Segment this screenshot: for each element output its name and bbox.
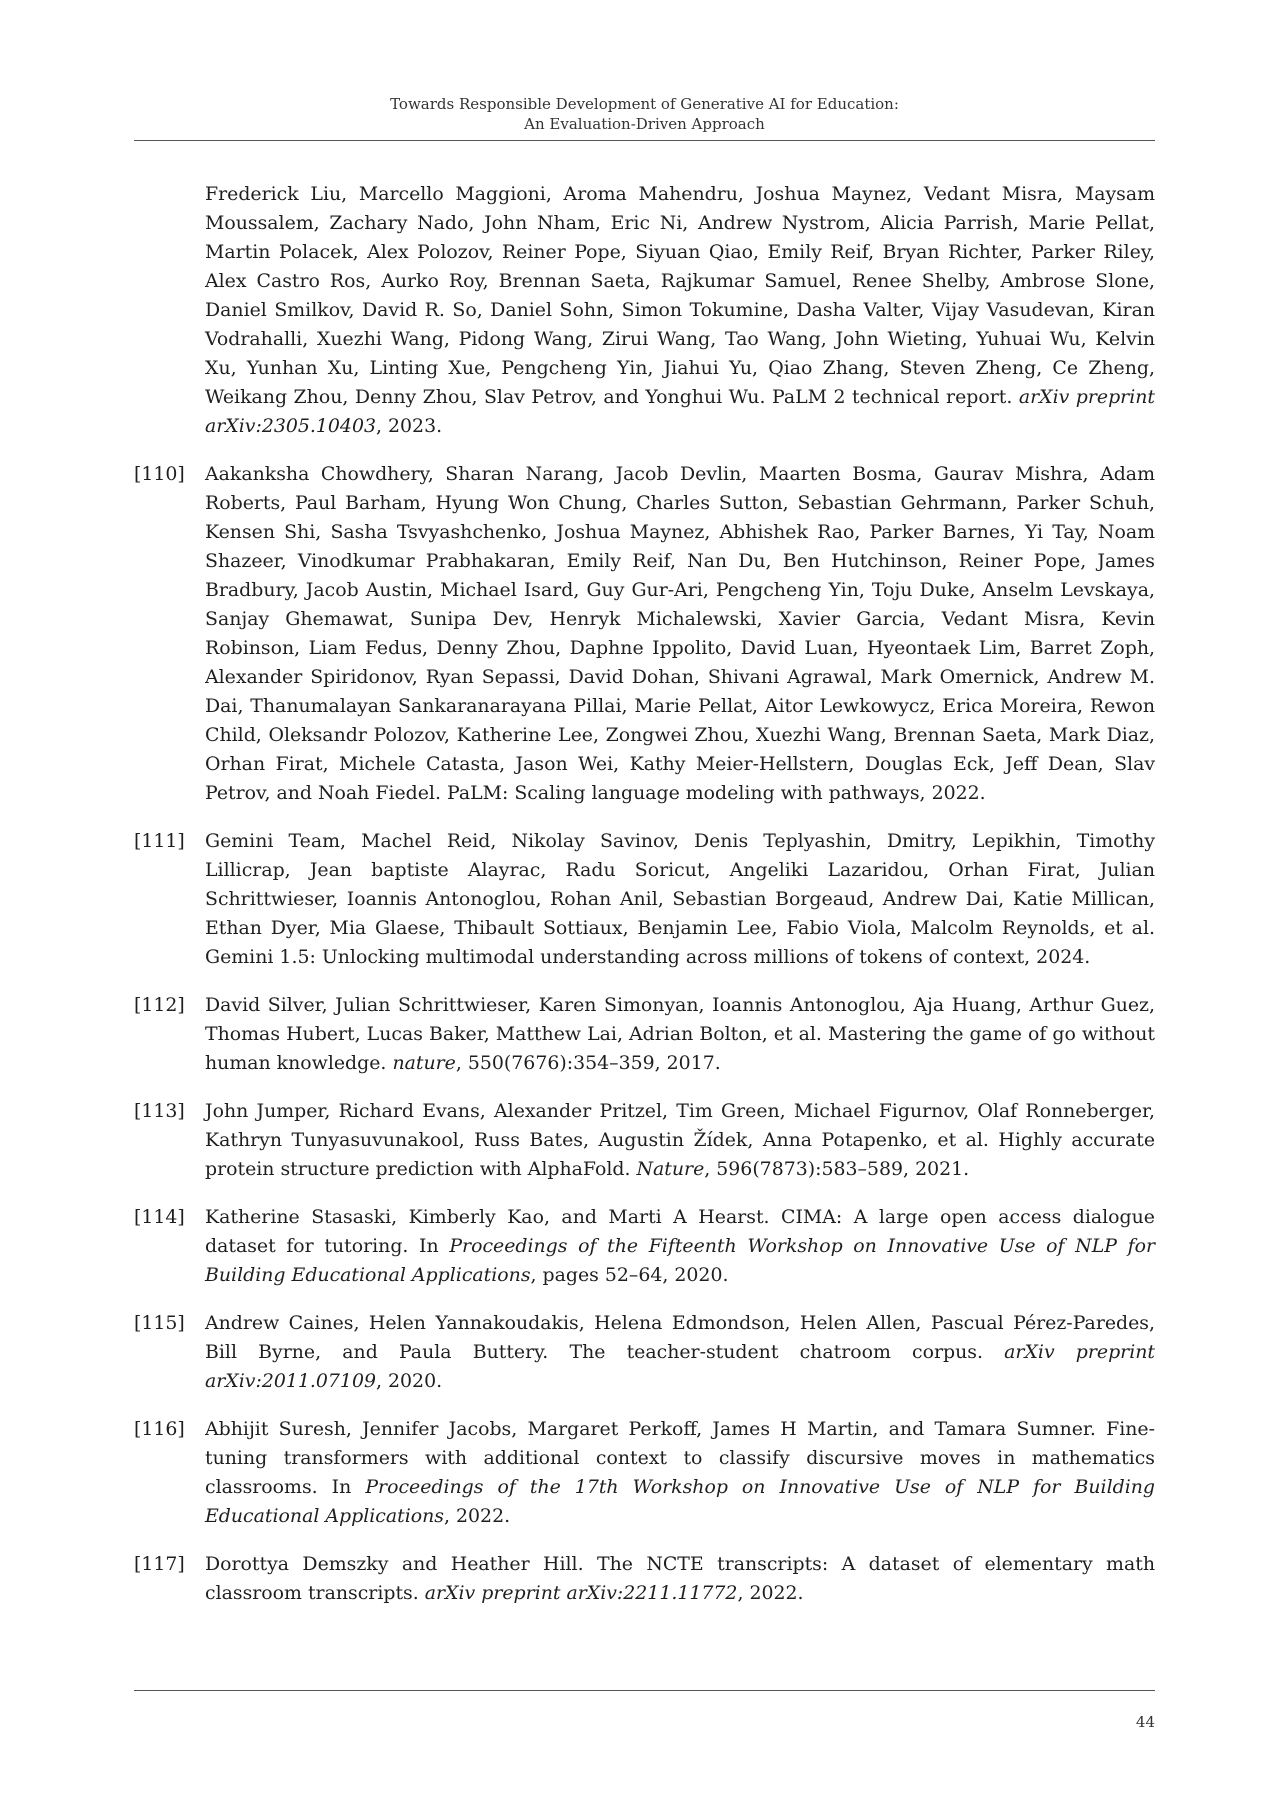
running-header: [134, 94, 1155, 134]
reference-item: [134, 1550, 1155, 1608]
reference-tail: , 2022.: [444, 1505, 511, 1527]
reference-text: [205, 994, 1155, 1074]
reference-item: [134, 991, 1155, 1078]
reference-number: [114]: [134, 1206, 185, 1228]
reference-item: [134, 460, 1155, 808]
reference-text: [205, 830, 1155, 968]
reference-body: Katherine Stasaski, Kimberly Kao, and Marti A Hearst. CIMA: A large open access dialogue dataset for tutoring. In: [205, 1206, 1155, 1257]
reference-item: [134, 1097, 1155, 1184]
reference-item: [134, 1309, 1155, 1396]
page-number: 44: [1135, 1713, 1155, 1731]
reference-list: [134, 180, 1155, 1627]
reference-tail: , pages 52–64, 2020.: [530, 1264, 729, 1286]
reference-text: [205, 1312, 1155, 1392]
reference-venue: arXiv preprint arXiv:2011.07109: [205, 1341, 1155, 1392]
reference-body: Aakanksha Chowdhery, Sharan Narang, Jacob Devlin, Maarten Bosma, Gaurav Mishra, Adam Roberts, Paul Barham, Hyung Won Chung, Charles Sutton, Sebastian Gehrmann, Parker Schuh, Kensen Shi, Sasha Tsvyashchenko, Joshua Maynez, Abhishek Rao, Parker Barnes, Yi Tay, Noam Shazeer, Vinodkumar Prabhakaran, Emily Reif, Nan Du, Ben Hutchinson, Reiner Pope, James Bradbury, Jacob Austin, Michael Isard, Guy Gur-Ari, Pengcheng Yin, Toju Duke, Anselm Levskaya, Sanjay Ghemawat, Sunipa Dev, Henryk Michalewski, Xavier Garcia, Vedant Misra, Kevin Robinson, Liam Fedus, Denny Zhou, Daphne Ippolito, David Luan, Hyeontaek Lim, Barret Zoph, Alexander Spiridonov, Ryan Sepassi, David Dohan, Shivani Agrawal, Mark Omernick, Andrew M. Dai, Thanumalayan Sankaranarayana Pillai, Marie Pellat, Aitor Lewkowycz, Erica Moreira, Rewon Child, Oleksandr Polozov, Katherine Lee, Zongwei Zhou, Xuezhi Wang, Brennan Saeta, Mark Diaz, Orhan Firat, Michele Catasta, Jason Wei, Kathy Meier-Hellstern, Douglas Eck, Jeff Dean, Slav Petrov, and Noah Fiedel. PaLM: Scaling language modeling with pathways, 2022.: [205, 463, 1155, 804]
reference-tail: , 550(7676):354–359, 2017.: [455, 1052, 721, 1074]
reference-item: [134, 1415, 1155, 1531]
reference-venue: arXiv preprint arXiv:2211.11772: [424, 1582, 738, 1604]
reference-item: [134, 180, 1155, 441]
reference-venue: arXiv preprint arXiv:2305.10403: [205, 386, 1156, 437]
running-header-line-1: Towards Responsible Development of Generative AI for Education:: [390, 95, 899, 113]
reference-text: [205, 1206, 1155, 1286]
reference-item: [134, 1203, 1155, 1290]
reference-venue: Proceedings of the Fifteenth Workshop on Innovative Use of NLP for Building Educational Applications: [205, 1235, 1155, 1286]
reference-body: David Silver, Julian Schrittwieser, Karen Simonyan, Ioannis Antonoglou, Aja Huang, Arthur Guez, Thomas Hubert, Lucas Baker, Matthew Lai, Adrian Bolton, et al. Mastering the game of go without human knowledge.: [205, 994, 1155, 1074]
reference-number: [111]: [134, 830, 185, 852]
reference-tail: , 2020.: [376, 1370, 443, 1392]
reference-text: [205, 1418, 1155, 1527]
reference-body: Abhijit Suresh, Jennifer Jacobs, Margaret Perkoff, James H Martin, and Tamara Sumner. Fine-tuning transformers with additional context to classify discursive moves in mathematics classrooms. In: [205, 1418, 1155, 1498]
reference-body: Frederick Liu, Marcello Maggioni, Aroma Mahendru, Joshua Maynez, Vedant Misra, Maysam Moussalem, Zachary Nado, John Nham, Eric Ni, Andrew Nystrom, Alicia Parrish, Marie Pellat, Martin Polacek, Alex Polozov, Reiner Pope, Siyuan Qiao, Emily Reif, Bryan Richter, Parker Riley, Alex Castro Ros, Aurko Roy, Brennan Saeta, Rajkumar Samuel, Renee Shelby, Ambrose Slone, Daniel Smilkov, David R. So, Daniel Sohn, Simon Tokumine, Dasha Valter, Vijay Vasudevan, Kiran Vodrahalli, Xuezhi Wang, Pidong Wang, Zirui Wang, Tao Wang, John Wieting, Yuhuai Wu, Kelvin Xu, Yunhan Xu, Linting Xue, Pengcheng Yin, Jiahui Yu, Qiao Zhang, Steven Zheng, Ce Zheng, Weikang Zhou, Denny Zhou, Slav Petrov, and Yonghui Wu. PaLM 2 technical report.: [205, 183, 1155, 408]
reference-number: [113]: [134, 1100, 185, 1122]
running-header-line-2: An Evaluation-Driven Approach: [524, 115, 765, 133]
reference-number: [115]: [134, 1312, 185, 1334]
reference-item: [134, 827, 1155, 972]
header-divider: [134, 140, 1155, 141]
reference-venue: nature: [392, 1052, 456, 1074]
reference-text: [205, 183, 1155, 437]
reference-number: [110]: [134, 463, 185, 485]
reference-body: Gemini Team, Machel Reid, Nikolay Savinov, Denis Teplyashin, Dmitry, Lepikhin, Timothy Lillicrap, Jean baptiste Alayrac, Radu Soricut, Angeliki Lazaridou, Orhan Firat, Julian Schrittwieser, Ioannis Antonoglou, Rohan Anil, Sebastian Borgeaud, Andrew Dai, Katie Millican, Ethan Dyer, Mia Glaese, Thibault Sottiaux, Benjamin Lee, Fabio Viola, Malcolm Reynolds, et al. Gemini 1.5: Unlocking multimodal understanding across millions of tokens of context, 2024.: [205, 830, 1155, 968]
reference-number: [117]: [134, 1553, 185, 1575]
reference-text: [205, 1100, 1155, 1180]
reference-body: Dorottya Demszky and Heather Hill. The NCTE transcripts: A dataset of elementary math classroom transcripts.: [205, 1553, 1155, 1604]
reference-body: Andrew Caines, Helen Yannakoudakis, Helena Edmondson, Helen Allen, Pascual Pérez-Paredes, Bill Byrne, and Paula Buttery. The teacher-student chatroom corpus.: [205, 1312, 1155, 1363]
reference-venue: Proceedings of the 17th Workshop on Innovative Use of NLP for Building Educational Applications: [205, 1476, 1155, 1527]
reference-text: [205, 463, 1155, 804]
reference-tail: , 2022.: [737, 1582, 804, 1604]
reference-tail: , 2023.: [376, 415, 443, 437]
reference-tail: , 596(7873):583–589, 2021.: [704, 1158, 970, 1180]
reference-body: John Jumper, Richard Evans, Alexander Pritzel, Tim Green, Michael Figurnov, Olaf Ronneberger, Kathryn Tunyasuvunakool, Russ Bates, Augustin Žídek, Anna Potapenko, et al. Highly accurate protein structure prediction with AlphaFold.: [205, 1100, 1155, 1180]
reference-number: [116]: [134, 1418, 185, 1440]
reference-number: [112]: [134, 994, 185, 1016]
footer-divider: [134, 1690, 1155, 1691]
reference-venue: Nature: [636, 1158, 705, 1180]
reference-text: [205, 1553, 1155, 1604]
